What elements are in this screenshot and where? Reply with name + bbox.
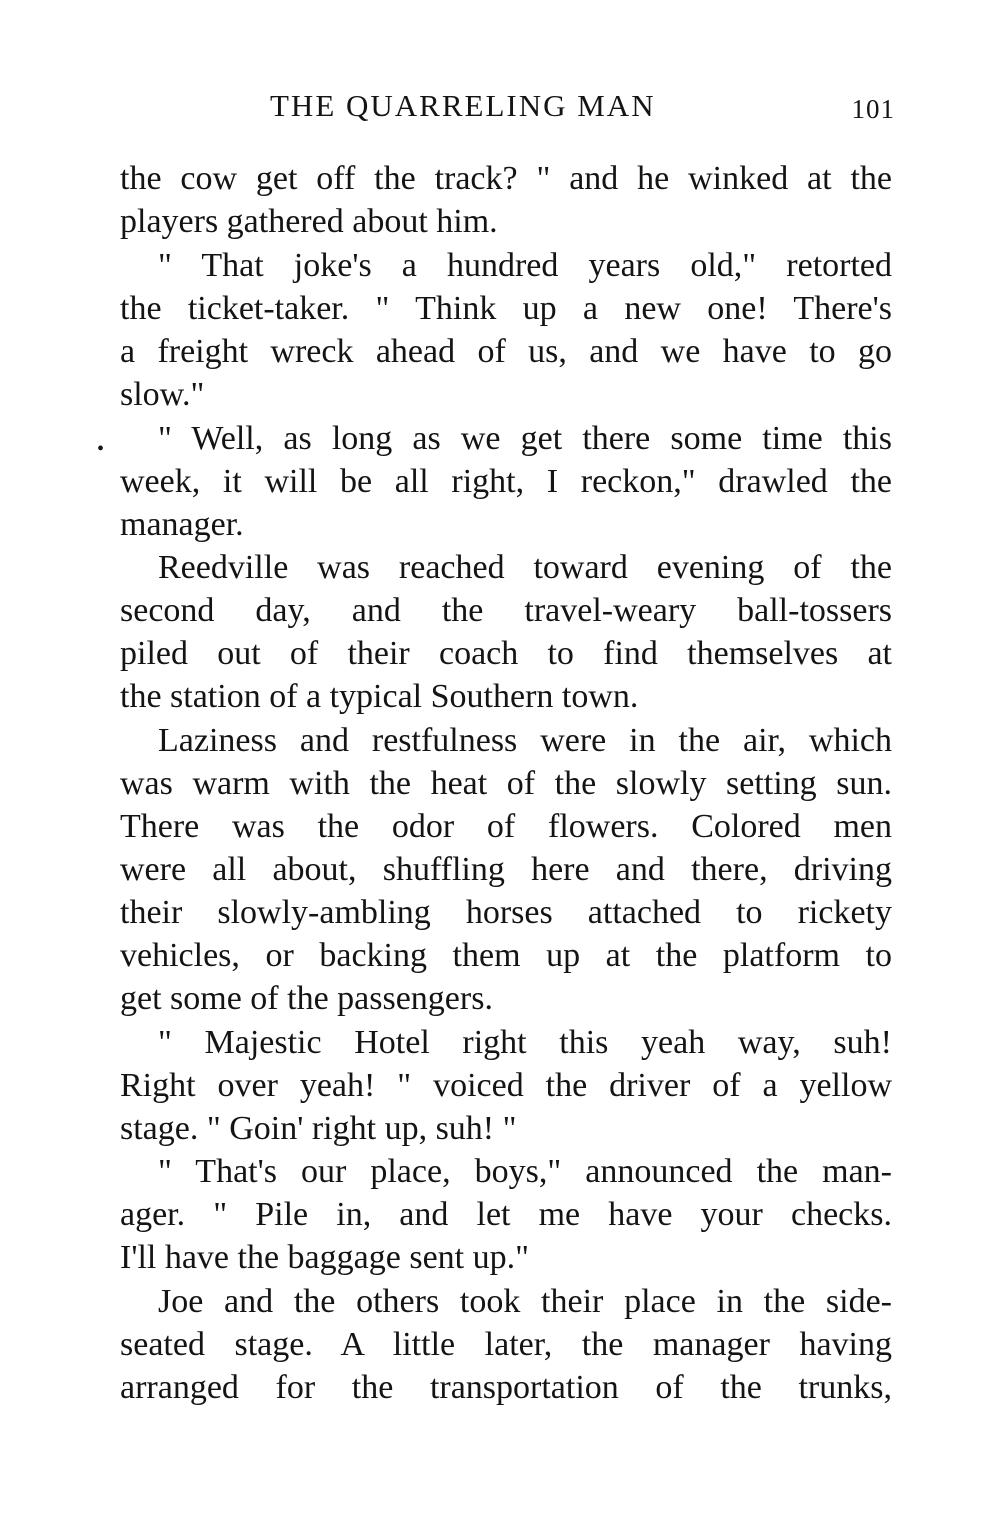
text-line: slow." (120, 376, 205, 413)
text-line: the station of a typical Southern town. (120, 678, 639, 715)
text-line: " Majestic Hotel right this yeah way, suh! (158, 1024, 892, 1061)
text-line: second day, and the travel-weary ball-tossers (120, 592, 892, 629)
text-line: Right over yeah! " voiced the driver of a yellow (120, 1067, 892, 1104)
text-line: Joe and the others took their place in the side- (158, 1283, 892, 1320)
text-line: were all about, shuffling here and there, driving (120, 851, 892, 888)
running-title: THE QUARRELING MAN (270, 88, 656, 123)
text-line: get some of the passengers. (120, 980, 493, 1017)
text-line: " That joke's a hundred years old," retorted (158, 247, 892, 284)
text-line: their slowly-ambling horses attached to rickety (120, 894, 892, 931)
text-line: I'll have the baggage sent up." (120, 1239, 529, 1276)
text-line: week, it will be all right, I reckon," drawled the (120, 463, 892, 500)
text-line: Laziness and restfulness were in the air, which (158, 722, 892, 759)
text-line: the ticket-taker. " Think up a new one! There's (120, 290, 892, 327)
page-number: 101 (851, 94, 895, 124)
text-line: Reedville was reached toward evening of the (158, 549, 892, 586)
text-line: ager. " Pile in, and let me have your checks. (120, 1196, 892, 1233)
page-header (120, 88, 895, 132)
text-line: piled out of their coach to find themselves at (120, 635, 892, 672)
text-line: manager. (120, 506, 244, 543)
text-line: vehicles, or backing them up at the platform to (120, 937, 892, 974)
text-line: a freight wreck ahead of us, and we have to go (120, 333, 892, 370)
text-line: players gathered about him. (120, 203, 498, 240)
text-line: " Well, as long as we get there some time this (158, 420, 892, 457)
text-line: seated stage. A little later, the manager having (120, 1326, 892, 1363)
text-line: " That's our place, boys," announced the man- (158, 1153, 892, 1190)
text-line: arranged for the transportation of the trunks, (120, 1369, 892, 1406)
text-line: was warm with the heat of the slowly setting sun. (120, 765, 892, 802)
text-line: stage. " Goin' right up, suh! " (120, 1110, 517, 1147)
margin-mark: • (97, 438, 105, 460)
text-line: There was the odor of flowers. Colored men (120, 808, 892, 845)
text-line: the cow get off the track? " and he winked at the (120, 160, 892, 197)
